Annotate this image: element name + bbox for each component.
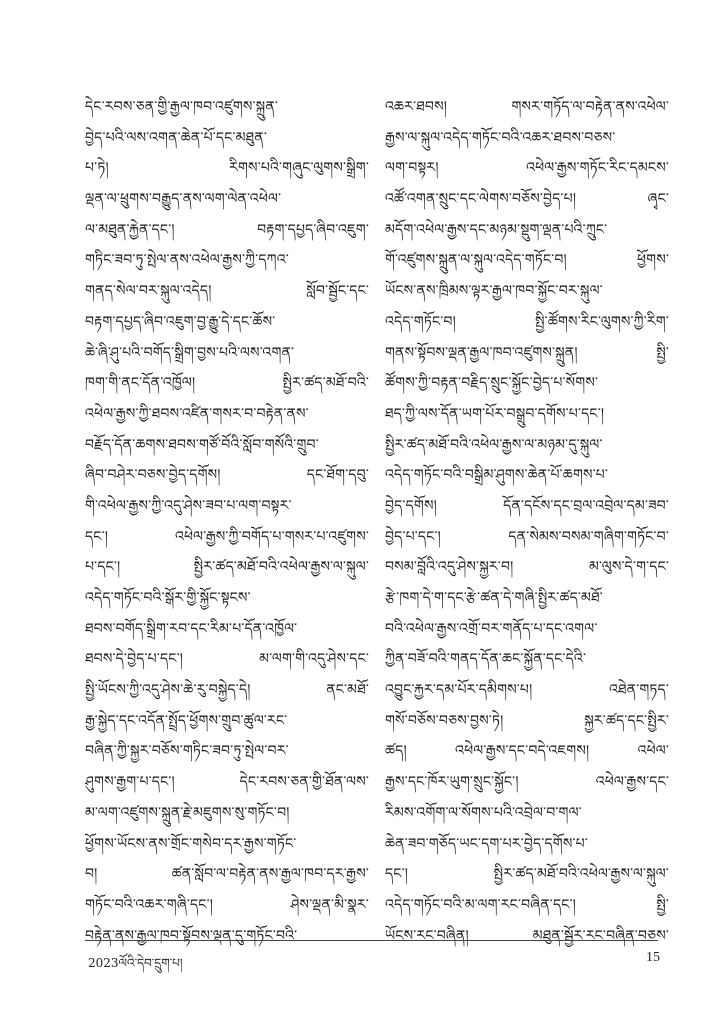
text-line: ཐབས་དེ་བྱེད་པ་དང་། མ་ལག་གི་འདུ་ཤེས་དང་	[85, 651, 369, 668]
text-line: བྱེད་པའི་ལས་འགན་ཆེན་པོ་དང་མཐུན་	[85, 129, 267, 146]
text-line: ལྡན་ལ་ཕྲུགས་བརྒྱུད་ནས་ལག་ལེན་འཕེལ་	[85, 191, 282, 208]
text-line: བའི་འཕེལ་རྒྱས་འགྲོ་བར་གནོད་པ་དང་འགལ་	[385, 620, 598, 637]
page-number: 15	[646, 950, 660, 965]
text-line: གཏོང་བའི་འཆར་གཞི་དང་། ཤེས་ལྡན་མི་སྣར་	[85, 896, 369, 913]
text-line: ཕྱོགས་ཡོངས་ནས་གྲོང་གསེབ་དར་རྒྱས་གཏོང་	[85, 835, 297, 852]
text-line: དང་། འཕེལ་རྒྱས་ཀྱི་བགོད་པ་གསར་པ་འཛུགས་	[85, 528, 369, 545]
text-line: འཚོ་འགན་སྲུང་དང་ལེགས་བཅོས་བྱེད་པ། ཞྭང་	[385, 191, 669, 208]
text-line: བརྗོད་དོན་ཆགས་ཐབས་གཙོ་བོའི་སློབ་གསོའི་གྲུབ་	[85, 436, 319, 453]
text-line: དང་། སྤྱིར་ཚད་མཐོ་བའི་འཕེལ་རྒྱས་ལ་སྐུལ་	[385, 866, 669, 883]
text-line: བཞིན་ཀྱི་སྐྱར་བཅོས་གཏིང་ཟབ་ཏུ་སྤེལ་བར་	[85, 743, 289, 760]
text-line: གཏིང་ཟབ་ཏུ་སྤེལ་ནས་འཕེལ་རྒྱས་ཀྱི་དཀའ་	[85, 252, 289, 269]
text-line: གི་འཕེལ་རྒྱས་ཀྱི་འདུ་ཤེས་ཟབ་པ་ལག་བསྟར་	[85, 497, 292, 514]
text-line: ཀྱིན་བཟོ་བའི་གནད་དོན་ཆང་སྐྱོན་དང་དེའི་	[385, 651, 587, 668]
text-line: འདེད་གཏོང་བའི་སྒོར་གྱི་སྐྱོང་སྟངས་	[85, 590, 251, 606]
text-line: སྤྱི་ཡོངས་ཀྱི་འདུ་ཤེས་ཆེ་རུ་བསྐྱེད་དེ། ནང་མཐོ་	[85, 682, 369, 699]
text-line: སྤྱིར་ཚད་མཐོ་བའི་འཕེལ་རྒྱས་ལ་མཉམ་དུ་སྐུལ་	[385, 436, 603, 453]
text-line: འཕེལ་རྒྱས་ཀྱི་ཐབས་འཛིན་གསར་བ་བརྟེན་ནས་	[85, 405, 309, 422]
text-line: འབྱུང་རྐྱར་དམ་པོར་དམིགས་པ། འཐེན་གཏད་	[385, 682, 669, 699]
text-line: ལ་མཐུན་རྐྱེན་དང་། བརྟག་དཔྱད་ཞིབ་འཇུག་	[85, 221, 369, 238]
text-line: ཆེ་ཞི་ཤུ་པའི་བགོད་སྒྲིག་བྱས་པའི་ལས་འགན་	[85, 344, 295, 361]
text-line: བསམ་བློའི་འདུ་ཤེས་སྐྱར་བ། མ་ལུས་དེ་ག་དང་	[385, 559, 669, 576]
text-line: བརྟག་དཔྱད་ཞིབ་འཇུག་བྱ་རྒྱུ་དེ་དང་ཆོས་	[85, 313, 276, 330]
text-line: དེང་རབས་ཅན་གྱི་རྒྱལ་ཁབ་འཛུགས་སྐྲུན་	[85, 99, 278, 115]
text-line: འདེད་གཏོང་བའི་བསྒྲིམ་ཤུགས་ཆེན་པོ་ཆགས་པ་	[385, 467, 609, 484]
text-line: མ་ལག་འཛུགས་སྐྲུན་རྗེ་མཇུགས་སུ་གཏོང་བ།	[85, 804, 290, 821]
text-line: བ། ཚན་སློབ་ལ་བརྟེན་ནས་རྒྱལ་ཁབ་དར་རྒྱས་	[85, 866, 369, 883]
text-line: ཞིབ་བཤེར་བཅས་བྱེད་དགོས། དང་ཐོག་དབུ་	[85, 467, 369, 484]
text-line: རིམས་འགོག་ལ་སོགས་པའི་འབྲེལ་བ་གལ་	[385, 804, 582, 821]
text-line: ཤུགས་རྒྱག་པ་དང་། དེང་རབས་ཅན་གྱི་ཐོན་ལས་	[85, 774, 369, 791]
text-line: པ་དང་། སྤྱིར་ཚད་མཐོ་བའི་འཕེལ་རྒྱས་ལ་སྐུལ་	[85, 559, 369, 576]
text-line: བྱེད་དགོས། དོན་དངོས་དང་བྲལ་འབྲེལ་དམ་ཟབ་	[385, 497, 669, 514]
text-line: འཆར་ཐབས། གསར་གཏོད་ལ་བརྟེན་ནས་འཕེལ་	[385, 99, 669, 115]
footer-divider	[85, 940, 658, 941]
footer-issue-label: 2023ལོའི་དེབ་དྲུག་པ།	[88, 956, 183, 970]
text-line: རྒྱས་ལ་སྐུལ་འདེད་གཏོང་བའི་འཆར་ཐབས་བཅས་	[385, 129, 616, 146]
text-line: ཡོངས་ནས་ཁྲིམས་ལྟར་རྒྱལ་ཁབ་སྐྱོང་བར་སྐུལ་	[385, 283, 603, 300]
text-line: ལག་བསྟར། འཕེལ་རྒྱས་གཏོང་རིང་དམངས་	[385, 160, 669, 177]
text-line: རྒྱ་སྐྱེད་དང་འདོན་སྤྲོད་ཕྱོགས་གྲུབ་ཚུལ་རང་	[85, 712, 288, 729]
text-line: ཐད་ཀྱི་ལས་དོན་ཡག་པོར་བསྒྲུབ་དགོས་པ་དང་།	[385, 405, 605, 422]
text-line: གོ་འཛུགས་སྐྲུན་ལ་སྐུལ་འདེད་གཏོང་བ། ཕྱོགས་	[385, 252, 669, 269]
text-line: ཚོགས་ཀྱི་བརྟན་བརྗིད་སྲུང་སྐྱོང་བྱེད་པ་སོགས་	[385, 375, 599, 392]
text-line: བྱེད་པ་དང་། དན་སེམས་བསམ་གཞིག་གཏོང་བ་	[385, 528, 669, 545]
text-line: རྒྱས་དང་ཁོར་ཡུག་སྲུང་སྐྱོང་། འཕེལ་རྒྱས་དང་	[385, 774, 669, 791]
text-line: འདེད་གཏོང་བའི་མ་ལག་རང་བཞིན་དང་། སྤྱི་	[385, 896, 669, 913]
text-line: བརྟེན་ནས་རྒྱལ་ཁབ་སྟོབས་ལྡན་དུ་གཏོང་བའི་	[85, 927, 298, 944]
text-line: གསོ་བཅོས་བཅས་བྱས་ཏེ། སྐྱར་ཚད་དང་སྤྱིར་	[385, 712, 669, 729]
text-line: མདོག་འཕེལ་རྒྱས་དང་མཉམ་སྡུག་ལྡན་པའི་ཀྲུང་	[385, 221, 608, 238]
text-line: འདེད་གཏོང་བ། སྤྱི་ཚོགས་རིང་ལུགས་ཀྱི་རིག་	[385, 313, 669, 330]
right-text-column	[385, 92, 669, 951]
text-line: ཚད། འཕེལ་རྒྱས་དང་བདེ་འཇགས། འཕེལ་	[385, 743, 669, 760]
text-line: གནས་སྟོབས་ལྡན་རྒྱལ་ཁབ་འཛུགས་སྐྲུན། སྤྱི་	[385, 344, 669, 361]
text-line: རྩེ་ཁག་དེ་ག་དང་རྩེ་ཚན་དེ་གཞི་སྤྱིར་ཚད་མཐོ་	[385, 590, 603, 606]
text-line: ཁག་གི་ནང་དོན་འཁྱོལ། སྤྱིར་ཚད་མཐོ་བའི་	[85, 375, 369, 392]
text-line: པ་ཏེ། རིགས་པའི་གཞུང་ལུགས་སྒྲིག་	[85, 160, 369, 177]
text-line: ཡོངས་རང་བཞིན། མཐུན་སྦྱོར་རང་བཞིན་བཅས་	[385, 927, 669, 944]
left-text-column	[85, 92, 369, 951]
text-line: ཆེན་ཟབ་གཅོད་ཡང་དག་པར་བྱེད་དགོས་པ་	[385, 835, 588, 852]
text-line: གནད་སེལ་བར་སྐུལ་འདེད། སློབ་སྦྱོང་དང་	[85, 283, 369, 300]
text-line: ཐབས་བགོད་སྒྲིག་རབ་དང་རིམ་པ་དོན་འཁྱོལ་	[85, 620, 298, 637]
